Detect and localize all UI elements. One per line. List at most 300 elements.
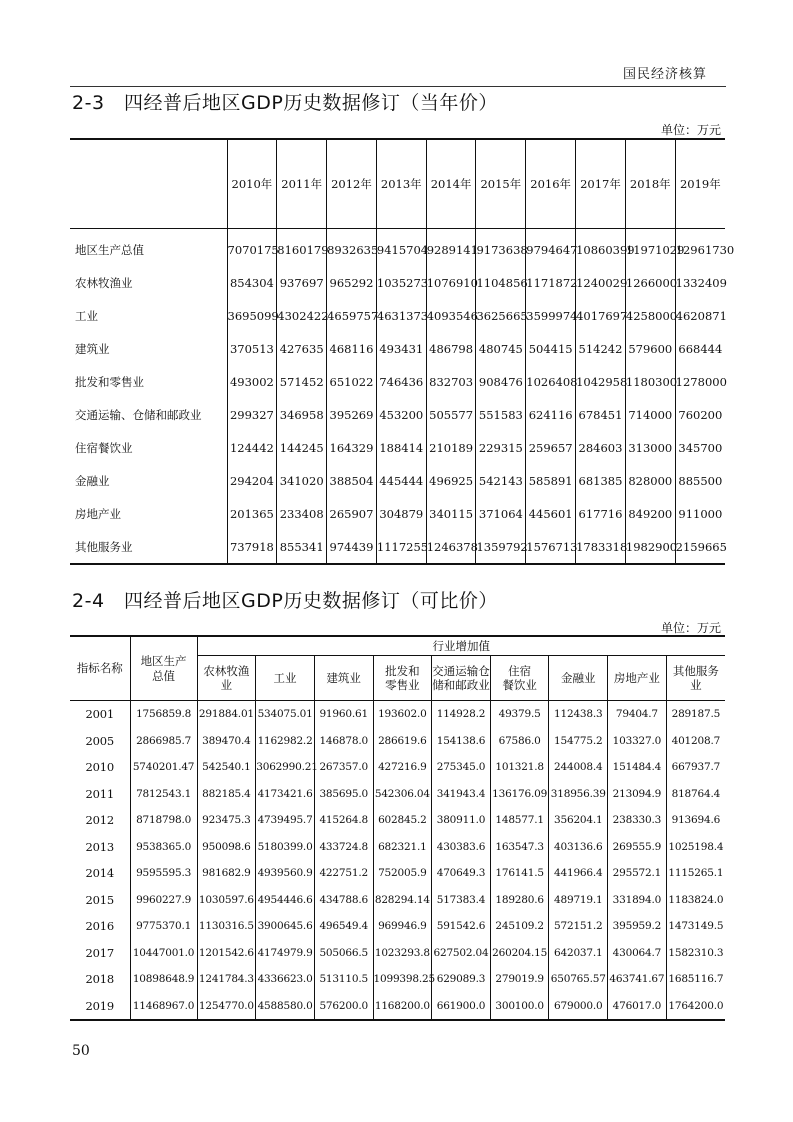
table-cell: 10860399 bbox=[576, 229, 626, 267]
table-cell: 4739495.7 bbox=[256, 807, 315, 834]
running-head: 国民经济核算 bbox=[622, 67, 707, 82]
industry-column-header bbox=[197, 656, 256, 701]
table-cell: 356204.1 bbox=[549, 807, 608, 834]
row-year: 2001 bbox=[85, 707, 114, 722]
table-cell: 136176.09 bbox=[490, 781, 549, 808]
table-cell: 1201542.6 bbox=[197, 940, 256, 967]
table-cell: 389470.4 bbox=[197, 728, 256, 755]
table-cell: 3695099 bbox=[227, 299, 277, 332]
table-cell: 265907 bbox=[327, 497, 377, 530]
table-cell: 534075.01 bbox=[256, 701, 315, 728]
table-cell: 275345.0 bbox=[432, 754, 491, 781]
table-cell: 642037.1 bbox=[549, 940, 608, 967]
table-cell: 681385 bbox=[576, 464, 626, 497]
table-row bbox=[70, 464, 725, 497]
table-cell: 445444 bbox=[376, 464, 426, 497]
gdp-header bbox=[130, 636, 197, 701]
table-cell: 4258000 bbox=[625, 299, 675, 332]
table-row bbox=[70, 966, 725, 993]
table-cell: 4620871 bbox=[675, 299, 725, 332]
table-cell: 1246378 bbox=[426, 530, 476, 564]
table-cell: 1685116.7 bbox=[666, 966, 725, 993]
table1-corner-cell bbox=[70, 139, 227, 229]
table-cell: 4173421.6 bbox=[256, 781, 315, 808]
table-cell: 965292 bbox=[327, 266, 377, 299]
table-cell: 313000 bbox=[625, 431, 675, 464]
industry-value-added-header: 行业增加值 bbox=[197, 636, 725, 656]
table-row bbox=[70, 229, 725, 267]
table-cell: 164329 bbox=[327, 431, 377, 464]
table-cell: 279019.9 bbox=[490, 966, 549, 993]
table-cell: 1042958 bbox=[576, 365, 626, 398]
table-cell: 385695.0 bbox=[314, 781, 373, 808]
row-label: 交通运输、仓储和邮政业 bbox=[75, 407, 202, 422]
table-cell: 1359792 bbox=[476, 530, 526, 564]
table-cell: 9960227.9 bbox=[130, 887, 197, 914]
table-cell: 1240029 bbox=[576, 266, 626, 299]
table-cell: 3599974 bbox=[526, 299, 576, 332]
table-cell: 470649.3 bbox=[432, 860, 491, 887]
column-header-line1: 批发和 bbox=[385, 663, 420, 678]
table-cell: 403136.6 bbox=[549, 834, 608, 861]
table-cell: 737918 bbox=[227, 530, 277, 564]
table-cell: 1756859.8 bbox=[130, 701, 197, 728]
table-cell: 103327.0 bbox=[608, 728, 667, 755]
table-cell: 291884.01 bbox=[197, 701, 256, 728]
row-year: 2017 bbox=[85, 945, 114, 960]
table-cell: 668444 bbox=[675, 332, 725, 365]
table-cell: 1254770.0 bbox=[197, 993, 256, 1021]
table-row bbox=[70, 781, 725, 808]
table-cell: 4631373 bbox=[376, 299, 426, 332]
row-label: 住宿餐饮业 bbox=[75, 440, 133, 455]
table-cell: 5180399.0 bbox=[256, 834, 315, 861]
table-cell: 189280.6 bbox=[490, 887, 549, 914]
table-cell: 401208.7 bbox=[666, 728, 725, 755]
column-header-line1: 房地产业 bbox=[613, 670, 660, 685]
table-cell: 1783318 bbox=[576, 530, 626, 564]
table-cell: 91960.61 bbox=[314, 701, 373, 728]
table-row bbox=[70, 834, 725, 861]
row-label: 批发和零售业 bbox=[75, 374, 144, 389]
table-cell: 441966.4 bbox=[549, 860, 608, 887]
table-cell: 345700 bbox=[675, 431, 725, 464]
table-cell: 4939560.9 bbox=[256, 860, 315, 887]
table-cell: 667937.7 bbox=[666, 754, 725, 781]
table-cell: 476017.0 bbox=[608, 993, 667, 1021]
table-cell: 331894.0 bbox=[608, 887, 667, 914]
table-cell: 11468967.0 bbox=[130, 993, 197, 1021]
table-cell: 4093546 bbox=[426, 299, 476, 332]
table-cell: 885500 bbox=[675, 464, 725, 497]
table-cell: 340115 bbox=[426, 497, 476, 530]
table-cell: 514242 bbox=[576, 332, 626, 365]
table-cell: 2159665 bbox=[675, 530, 725, 564]
table-cell: 9794647 bbox=[526, 229, 576, 267]
table-cell: 981682.9 bbox=[197, 860, 256, 887]
table-cell: 882185.4 bbox=[197, 781, 256, 808]
table-row bbox=[70, 913, 725, 940]
table-cell: 486798 bbox=[426, 332, 476, 365]
table-cell: 146878.0 bbox=[314, 728, 373, 755]
table-cell: 163547.3 bbox=[490, 834, 549, 861]
row-label: 房地产业 bbox=[75, 506, 121, 521]
industry-column-header bbox=[549, 656, 608, 701]
table-cell: 300100.0 bbox=[490, 993, 549, 1021]
table-cell: 7812543.1 bbox=[130, 781, 197, 808]
table-cell: 144245 bbox=[277, 431, 327, 464]
industry-column-header bbox=[666, 656, 725, 701]
table-cell: 1982900 bbox=[625, 530, 675, 564]
table-cell: 148577.1 bbox=[490, 807, 549, 834]
table-cell: 267357.0 bbox=[314, 754, 373, 781]
table-cell: 551583 bbox=[476, 398, 526, 431]
table1-year-header: 2018年 bbox=[625, 139, 675, 229]
row-label: 金融业 bbox=[75, 473, 110, 488]
table-row bbox=[70, 497, 725, 530]
table-cell: 233408 bbox=[277, 497, 327, 530]
table-cell: 714000 bbox=[625, 398, 675, 431]
table-cell: 395959.2 bbox=[608, 913, 667, 940]
table-cell: 9173638 bbox=[476, 229, 526, 267]
table-cell: 124442 bbox=[227, 431, 277, 464]
table-cell: 284603 bbox=[576, 431, 626, 464]
table-cell: 9538365.0 bbox=[130, 834, 197, 861]
table-cell: 286619.6 bbox=[373, 728, 432, 755]
column-header-line1: 住宿 bbox=[508, 663, 532, 678]
table-cell: 176141.5 bbox=[490, 860, 549, 887]
table-cell: 4302422 bbox=[277, 299, 327, 332]
table1-title: 2-3 四经普后地区GDP历史数据修订（当年价） bbox=[72, 92, 498, 114]
table-cell: 950098.6 bbox=[197, 834, 256, 861]
table-cell: 380911.0 bbox=[432, 807, 491, 834]
industry-column-header bbox=[608, 656, 667, 701]
table-row bbox=[70, 807, 725, 834]
table-cell: 67586.0 bbox=[490, 728, 549, 755]
table-cell: 651022 bbox=[327, 365, 377, 398]
table-cell: 679000.0 bbox=[549, 993, 608, 1021]
table-cell: 1099398.25 bbox=[373, 966, 432, 993]
table-cell: 434788.6 bbox=[314, 887, 373, 914]
table1-year-header: 2015年 bbox=[476, 139, 526, 229]
table-row bbox=[70, 332, 725, 365]
column-header-line2: 储和邮政业 bbox=[432, 678, 490, 692]
table-row bbox=[70, 365, 725, 398]
industry-column-header bbox=[490, 656, 549, 701]
table-cell: 3625665 bbox=[476, 299, 526, 332]
column-header-line1: 交通运输仓 bbox=[432, 663, 490, 678]
table-cell: 371064 bbox=[476, 497, 526, 530]
row-label: 建筑业 bbox=[75, 341, 110, 356]
row-year: 2019 bbox=[70, 993, 130, 1021]
table-cell: 493002 bbox=[227, 365, 277, 398]
industry-column-header bbox=[256, 656, 315, 701]
table-cell: 752005.9 bbox=[373, 860, 432, 887]
table-cell: 9595595.3 bbox=[130, 860, 197, 887]
table-cell: 496549.4 bbox=[314, 913, 373, 940]
table-cell: 341020 bbox=[277, 464, 327, 497]
table1-year-header: 2017年 bbox=[576, 139, 626, 229]
table-row bbox=[70, 398, 725, 431]
table-cell: 299327 bbox=[227, 398, 277, 431]
table-cell: 318956.39 bbox=[549, 781, 608, 808]
gdp-comparable-price-table bbox=[70, 635, 725, 1021]
table-cell: 624116 bbox=[526, 398, 576, 431]
table-cell: 1115265.1 bbox=[666, 860, 725, 887]
table-cell: 341943.4 bbox=[432, 781, 491, 808]
table-cell: 572151.2 bbox=[549, 913, 608, 940]
table-cell: 911000 bbox=[675, 497, 725, 530]
table-cell: 855341 bbox=[277, 530, 327, 564]
table-cell: 1162982.2 bbox=[256, 728, 315, 755]
table-cell: 3062990.21 bbox=[256, 754, 315, 781]
table-cell: 430383.6 bbox=[432, 834, 491, 861]
table1-year-header: 2019年 bbox=[675, 139, 725, 229]
column-header-line1: 建筑业 bbox=[326, 670, 361, 685]
table-cell: 617716 bbox=[576, 497, 626, 530]
table-cell: 395269 bbox=[327, 398, 377, 431]
table-cell: 1473149.5 bbox=[666, 913, 725, 940]
table-cell: 650765.57 bbox=[549, 966, 608, 993]
row-year: 2013 bbox=[85, 839, 114, 854]
table-cell: 974439 bbox=[327, 530, 377, 564]
table-row bbox=[70, 754, 725, 781]
table1-header-row bbox=[70, 139, 725, 229]
table-cell: 294204 bbox=[227, 464, 277, 497]
row-year: 2005 bbox=[85, 733, 114, 748]
table-cell: 154775.2 bbox=[549, 728, 608, 755]
table-cell: 112438.3 bbox=[549, 701, 608, 728]
row-label: 农林牧渔业 bbox=[75, 275, 133, 290]
row-year: 2015 bbox=[85, 892, 114, 907]
table-cell: 1076910 bbox=[426, 266, 476, 299]
table-cell: 602845.2 bbox=[373, 807, 432, 834]
table-cell: 1576713 bbox=[526, 530, 576, 564]
table-cell: 493431 bbox=[376, 332, 426, 365]
column-header-line1: 其他服务 bbox=[672, 663, 719, 678]
table-cell: 468116 bbox=[327, 332, 377, 365]
table-cell: 430064.7 bbox=[608, 940, 667, 967]
table-cell: 415264.8 bbox=[314, 807, 373, 834]
table-cell: 542143 bbox=[476, 464, 526, 497]
table-cell: 579600 bbox=[625, 332, 675, 365]
table-cell: 9289141 bbox=[426, 229, 476, 267]
table1-unit: 单位：万元 bbox=[660, 123, 721, 137]
table-cell: 1117255 bbox=[376, 530, 426, 564]
industry-column-header bbox=[373, 656, 432, 701]
table-cell: 295572.1 bbox=[608, 860, 667, 887]
table1-year-header: 2013年 bbox=[376, 139, 426, 229]
table-cell: 238330.3 bbox=[608, 807, 667, 834]
table-cell: 213094.9 bbox=[608, 781, 667, 808]
table-cell: 79404.7 bbox=[608, 701, 667, 728]
gdp-current-price-table bbox=[70, 138, 735, 565]
table-cell: 453200 bbox=[376, 398, 426, 431]
column-header-line1: 农林牧渔 bbox=[203, 663, 250, 678]
table-cell: 7070175 bbox=[227, 229, 277, 267]
table-cell: 114928.2 bbox=[432, 701, 491, 728]
table-cell: 480745 bbox=[476, 332, 526, 365]
row-year: 2014 bbox=[85, 866, 114, 881]
table-cell: 427216.9 bbox=[373, 754, 432, 781]
table-cell: 1130316.5 bbox=[197, 913, 256, 940]
table-cell: 489719.1 bbox=[549, 887, 608, 914]
table-cell: 661900.0 bbox=[432, 993, 491, 1021]
table-cell: 4659757 bbox=[327, 299, 377, 332]
table-cell: 913694.6 bbox=[666, 807, 725, 834]
table-cell: 937697 bbox=[277, 266, 327, 299]
table-cell: 8932635 bbox=[327, 229, 377, 267]
table-cell: 923475.3 bbox=[197, 807, 256, 834]
column-header-line2: 业 bbox=[690, 678, 702, 692]
table-cell: 1030597.6 bbox=[197, 887, 256, 914]
table-cell: 433724.8 bbox=[314, 834, 373, 861]
table-cell: 4954446.6 bbox=[256, 887, 315, 914]
table-cell: 1764200.0 bbox=[666, 993, 725, 1021]
table-cell: 154138.6 bbox=[432, 728, 491, 755]
table-cell: 1035273 bbox=[376, 266, 426, 299]
table-cell: 828294.14 bbox=[373, 887, 432, 914]
table-cell: 1183824.0 bbox=[666, 887, 725, 914]
table-cell: 1168200.0 bbox=[373, 993, 432, 1021]
table-cell: 854304 bbox=[227, 266, 277, 299]
table-cell: 244008.4 bbox=[549, 754, 608, 781]
table-cell: 571452 bbox=[277, 365, 327, 398]
table-cell: 463741.67 bbox=[608, 966, 667, 993]
table2-title: 2-4 四经普后地区GDP历史数据修订（可比价） bbox=[72, 590, 498, 612]
table-cell: 504415 bbox=[526, 332, 576, 365]
table-row bbox=[70, 431, 725, 464]
table-cell: 4017697 bbox=[576, 299, 626, 332]
table-row bbox=[70, 530, 725, 564]
industry-column-header bbox=[314, 656, 373, 701]
table-cell: 193602.0 bbox=[373, 701, 432, 728]
table1-year-header: 2016年 bbox=[526, 139, 576, 229]
header-rule bbox=[70, 86, 726, 87]
table-cell: 10898648.9 bbox=[130, 966, 197, 993]
table1-year-header: 2014年 bbox=[426, 139, 476, 229]
table-cell: 1582310.3 bbox=[666, 940, 725, 967]
gdp-header-line1: 地区生产 bbox=[140, 654, 187, 669]
table-cell: 4588580.0 bbox=[256, 993, 315, 1021]
table-row bbox=[70, 860, 725, 887]
table-row bbox=[70, 299, 725, 332]
column-header-line1: 金融业 bbox=[561, 670, 596, 685]
table-cell: 585891 bbox=[526, 464, 576, 497]
table-cell: 4174979.9 bbox=[256, 940, 315, 967]
table1-year-header: 2011年 bbox=[277, 139, 327, 229]
table-cell: 542306.04 bbox=[373, 781, 432, 808]
table-cell: 5740201.47 bbox=[130, 754, 197, 781]
table-cell: 2866985.7 bbox=[130, 728, 197, 755]
row-year: 2018 bbox=[85, 972, 114, 987]
table-cell: 3900645.6 bbox=[256, 913, 315, 940]
row-year: 2010 bbox=[85, 760, 114, 775]
table-cell: 12961730 bbox=[675, 229, 725, 267]
table-cell: 678451 bbox=[576, 398, 626, 431]
table-cell: 576200.0 bbox=[314, 993, 373, 1021]
table-cell: 9775370.1 bbox=[130, 913, 197, 940]
table-row bbox=[70, 993, 725, 1021]
table2-unit: 单位：万元 bbox=[660, 621, 721, 635]
table-row bbox=[70, 728, 725, 755]
table-cell: 269555.9 bbox=[608, 834, 667, 861]
table-cell: 1278000 bbox=[675, 365, 725, 398]
table-cell: 1180300 bbox=[625, 365, 675, 398]
table-cell: 513110.5 bbox=[314, 966, 373, 993]
table-cell: 11971029 bbox=[625, 229, 675, 267]
table-cell: 542540.1 bbox=[197, 754, 256, 781]
table-cell: 1241784.3 bbox=[197, 966, 256, 993]
table-cell: 422751.2 bbox=[314, 860, 373, 887]
table-cell: 682321.1 bbox=[373, 834, 432, 861]
column-header-line2: 餐饮业 bbox=[502, 678, 537, 692]
table-cell: 849200 bbox=[625, 497, 675, 530]
table-cell: 188414 bbox=[376, 431, 426, 464]
table-cell: 201365 bbox=[227, 497, 277, 530]
table-row bbox=[70, 887, 725, 914]
table1-year-header: 2010年 bbox=[227, 139, 277, 229]
table-cell: 629089.3 bbox=[432, 966, 491, 993]
table-cell: 828000 bbox=[625, 464, 675, 497]
table-cell: 1025198.4 bbox=[666, 834, 725, 861]
table1-year-header: 2012年 bbox=[327, 139, 377, 229]
page-number: 50 bbox=[72, 1043, 90, 1059]
table-row bbox=[70, 701, 725, 728]
industry-column-header bbox=[432, 656, 491, 701]
row-year: 2016 bbox=[85, 919, 114, 934]
table-cell: 591542.6 bbox=[432, 913, 491, 940]
table-cell: 151484.4 bbox=[608, 754, 667, 781]
table-cell: 427635 bbox=[277, 332, 327, 365]
table-cell: 1266000 bbox=[625, 266, 675, 299]
table-cell: 1023293.8 bbox=[373, 940, 432, 967]
table-cell: 304879 bbox=[376, 497, 426, 530]
table-cell: 505066.5 bbox=[314, 940, 373, 967]
table-cell: 245109.2 bbox=[490, 913, 549, 940]
table-cell: 210189 bbox=[426, 431, 476, 464]
table-cell: 908476 bbox=[476, 365, 526, 398]
table-cell: 818764.4 bbox=[666, 781, 725, 808]
table-cell: 1104856 bbox=[476, 266, 526, 299]
table-cell: 9415704 bbox=[376, 229, 426, 267]
table-cell: 746436 bbox=[376, 365, 426, 398]
table-row bbox=[70, 266, 725, 299]
table-cell: 4336623.0 bbox=[256, 966, 315, 993]
table-cell: 346958 bbox=[277, 398, 327, 431]
column-header-line2: 零售业 bbox=[385, 678, 420, 692]
table-cell: 517383.4 bbox=[432, 887, 491, 914]
column-header-line1: 工业 bbox=[273, 670, 297, 685]
table-cell: 370513 bbox=[227, 332, 277, 365]
table-cell: 289187.5 bbox=[666, 701, 725, 728]
table-cell: 388504 bbox=[327, 464, 377, 497]
table-cell: 49379.5 bbox=[490, 701, 549, 728]
row-year: 2012 bbox=[85, 813, 114, 828]
table-cell: 760200 bbox=[675, 398, 725, 431]
table-cell: 832703 bbox=[426, 365, 476, 398]
row-year: 2011 bbox=[85, 786, 114, 801]
table-cell: 8718798.0 bbox=[130, 807, 197, 834]
table-cell: 627502.04 bbox=[432, 940, 491, 967]
column-header-line2: 业 bbox=[220, 678, 233, 692]
table-cell: 1332409 bbox=[675, 266, 725, 299]
table-cell: 260204.15 bbox=[490, 940, 549, 967]
table-cell: 1171872 bbox=[526, 266, 576, 299]
table-cell: 505577 bbox=[426, 398, 476, 431]
indicator-name-header: 指标名称 bbox=[70, 636, 130, 701]
gdp-header-line2: 总值 bbox=[152, 668, 176, 683]
